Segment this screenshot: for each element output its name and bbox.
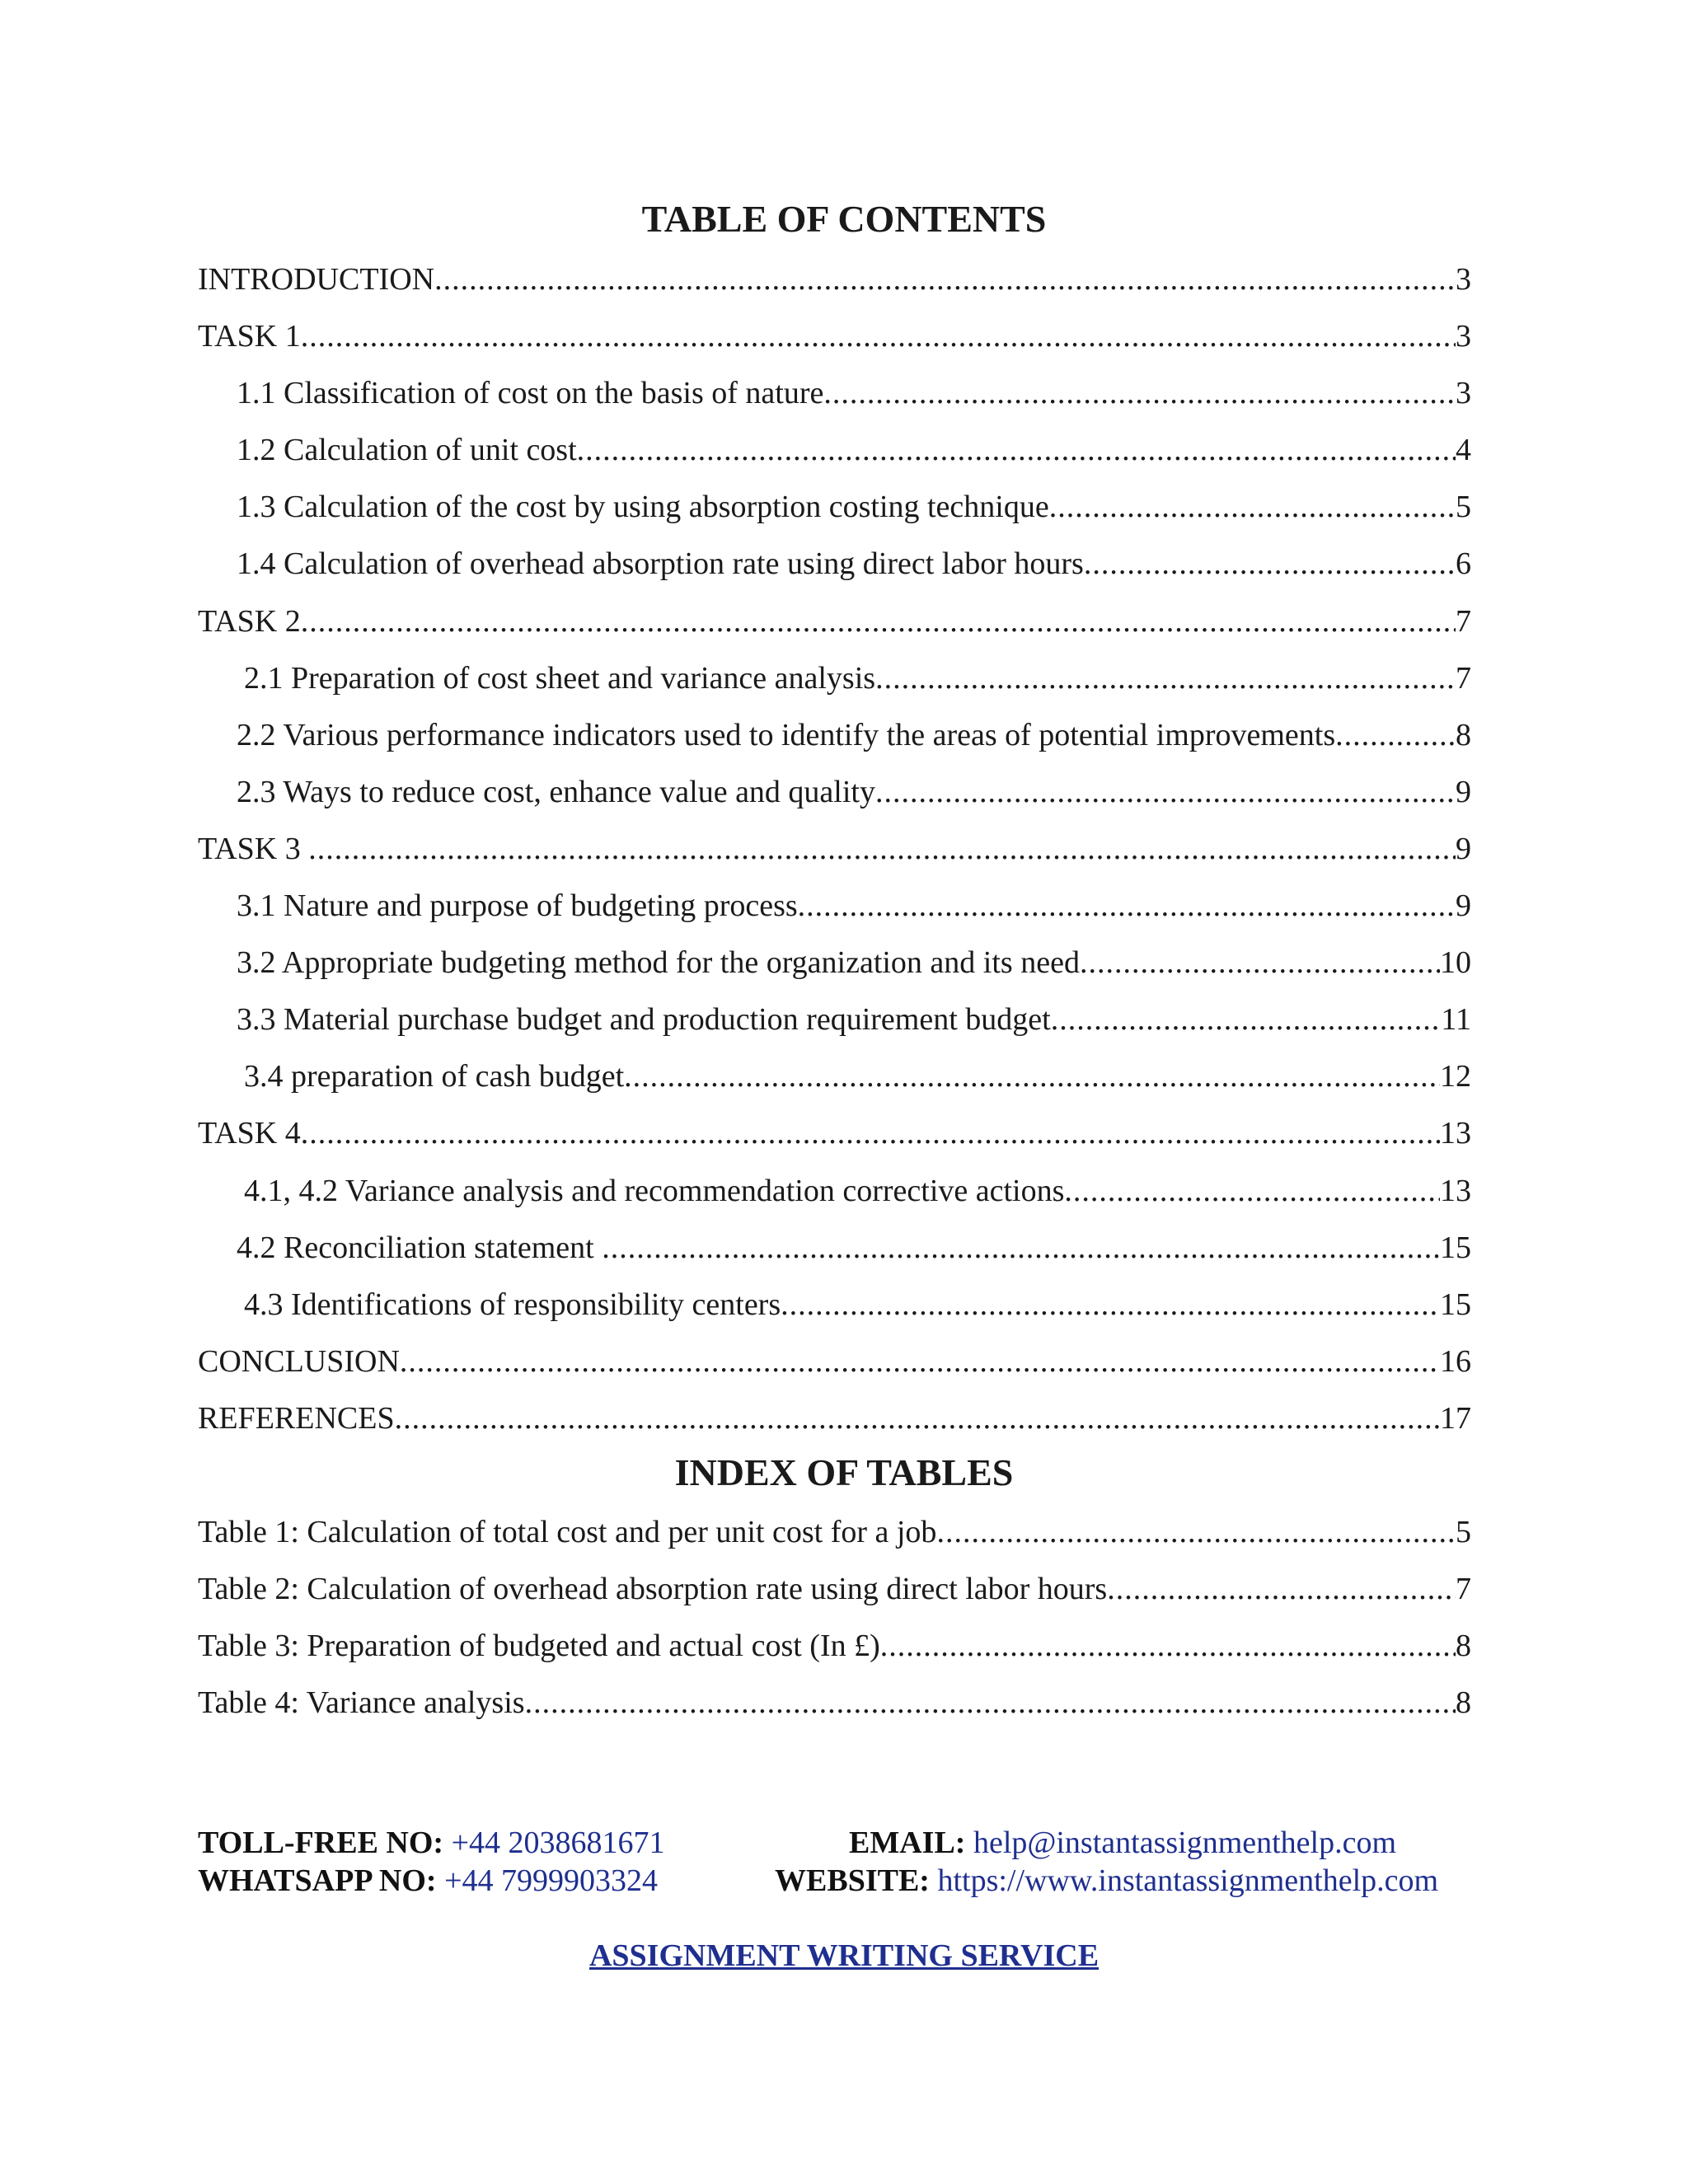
table-index-entry[interactable]	[198, 1513, 1471, 1570]
toc-entry-page: 9	[1456, 831, 1471, 866]
toc-entry-text: 4.2 Reconciliation statement	[237, 1230, 603, 1265]
toll-free-label: TOLL-FREE NO:	[198, 1825, 444, 1860]
toc-entry[interactable]	[198, 545, 1471, 602]
toc-entry-page: 7	[1456, 660, 1471, 696]
toc-entry-page: 9	[1456, 888, 1471, 924]
toc-entry-page: 5	[1456, 490, 1471, 525]
toc-entry[interactable]	[198, 1001, 1471, 1057]
dot-leader	[880, 1627, 1456, 1665]
toc-entry-page: 15	[1440, 1230, 1471, 1265]
website-line	[775, 1862, 1438, 1900]
dot-leader	[1107, 1570, 1456, 1608]
assignment-writing-service-link[interactable]: ASSIGNMENT WRITING SERVICE	[588, 1938, 1100, 1973]
toc-entry-text: CONCLUSION	[198, 1343, 400, 1379]
toc-entry-text: TASK 2	[198, 603, 301, 639]
toc-list	[198, 260, 1471, 1456]
dot-leader	[875, 773, 1456, 811]
dot-leader	[301, 317, 1456, 355]
website-label: WEBSITE:	[775, 1863, 930, 1898]
toc-entry[interactable]	[198, 830, 1471, 887]
email-line	[849, 1824, 1396, 1862]
table-index-entry-text: Table 2: Calculation of overhead absorption rate using direct labor hours	[198, 1572, 1108, 1606]
toc-entry[interactable]	[198, 1057, 1471, 1114]
email-link[interactable]: help@instantassignmenthelp.com	[973, 1825, 1397, 1860]
toc-entry-text: TASK 1	[198, 319, 301, 354]
toc-entry-page: 8	[1456, 717, 1471, 752]
toll-free-number[interactable]: +44 2038681671	[451, 1825, 665, 1860]
toc-entry[interactable]	[198, 374, 1471, 431]
toc-entry-page: 12	[1440, 1059, 1471, 1094]
table-index-entry-page: 8	[1456, 1629, 1471, 1663]
toc-entry-page: 11	[1441, 1002, 1471, 1038]
toc-entry-page: 13	[1440, 1173, 1471, 1208]
table-index-entry-text: Table 4: Variance analysis	[198, 1685, 525, 1720]
website-link[interactable]: https://www.instantassignmenthelp.com	[937, 1863, 1439, 1898]
toc-entry-page: 4	[1456, 433, 1471, 468]
toc-entry-text: 3.4 preparation of cash budget	[244, 1059, 625, 1094]
table-index-entry[interactable]	[198, 1570, 1471, 1627]
dot-leader	[577, 431, 1456, 469]
toc-entry-text: 2.3 Ways to reduce cost, enhance value and quality	[237, 774, 875, 809]
toc-entry-page: 3	[1456, 376, 1471, 411]
toc-entry-text: 1.4 Calculation of overhead absorption rate using direct labor hours	[237, 546, 1084, 582]
dot-leader	[798, 887, 1456, 925]
toc-entry[interactable]	[198, 317, 1471, 374]
dot-leader	[624, 1057, 1440, 1095]
table-index-entry-page: 5	[1456, 1515, 1471, 1549]
toc-entry-page: 17	[1440, 1400, 1471, 1436]
dot-leader	[781, 1286, 1440, 1324]
toc-entry[interactable]	[198, 488, 1471, 545]
dot-leader	[875, 659, 1456, 697]
toc-entry[interactable]	[198, 659, 1471, 716]
dot-leader	[400, 1343, 1440, 1380]
table-index-entry-page: 8	[1456, 1685, 1471, 1720]
toc-entry-text: INTRODUCTION	[198, 262, 435, 297]
whatsapp-number[interactable]: +44 7999903324	[444, 1863, 659, 1898]
toc-entry-page: 10	[1440, 945, 1471, 981]
toc-entry[interactable]	[198, 602, 1471, 659]
toc-entry[interactable]	[198, 944, 1471, 1001]
toc-entry-page: 7	[1456, 603, 1471, 639]
toc-entry-text: TASK 3	[198, 831, 309, 866]
toc-entry-text: 3.2 Appropriate budgeting method for the organization and its need	[237, 945, 1080, 981]
toc-entry[interactable]	[198, 887, 1471, 944]
toc-entry-page: 16	[1440, 1343, 1471, 1379]
email-label: EMAIL:	[849, 1825, 966, 1860]
toc-entry[interactable]	[198, 260, 1471, 317]
toc-entry[interactable]	[198, 1399, 1471, 1456]
table-index-entry[interactable]	[198, 1627, 1471, 1684]
toc-entry-page: 6	[1456, 546, 1471, 582]
toc-entry-text: 4.3 Identifications of responsibility centers	[244, 1286, 781, 1322]
toc-entry[interactable]	[198, 1229, 1471, 1286]
toc-entry-text: 4.1, 4.2 Variance analysis and recommendation corrective actions	[244, 1173, 1065, 1208]
dot-leader	[1084, 545, 1456, 583]
dot-leader	[395, 1399, 1440, 1437]
index-of-tables-list	[198, 1513, 1471, 1741]
table-index-entry[interactable]	[198, 1684, 1471, 1741]
toc-entry[interactable]	[198, 1172, 1471, 1229]
dot-leader	[301, 602, 1456, 640]
toc-entry-text: 1.3 Calculation of the cost by using absorption costing technique	[237, 490, 1049, 525]
dot-leader	[1064, 1172, 1440, 1210]
dot-leader	[1335, 716, 1456, 754]
toc-entry-text: 1.2 Calculation of unit cost	[237, 433, 577, 468]
dot-leader	[301, 1114, 1440, 1152]
table-index-entry-page: 7	[1456, 1572, 1471, 1606]
dot-leader	[434, 260, 1456, 298]
toc-entry-page: 3	[1456, 262, 1471, 297]
toc-entry-page: 15	[1440, 1286, 1471, 1322]
dot-leader	[525, 1684, 1456, 1722]
toc-entry[interactable]	[198, 716, 1471, 773]
toc-entry-text: 2.1 Preparation of cost sheet and variance analysis	[244, 660, 876, 696]
dot-leader	[936, 1513, 1456, 1551]
toc-entry[interactable]	[198, 1343, 1471, 1399]
toc-entry-text: 1.1 Classification of cost on the basis of nature	[237, 376, 824, 411]
toc-entry-page: 9	[1456, 774, 1471, 809]
toc-entry-page: 13	[1440, 1116, 1471, 1151]
index-of-tables-title: INDEX OF TABLES	[674, 1451, 1014, 1493]
dot-leader	[602, 1229, 1440, 1267]
dot-leader	[1051, 1001, 1442, 1038]
toc-entry-text: 3.1 Nature and purpose of budgeting process	[237, 888, 798, 924]
dot-leader	[1080, 944, 1440, 982]
toc-entry[interactable]	[198, 431, 1471, 488]
table-index-entry-text: Table 3: Preparation of budgeted and actual cost (In £)	[198, 1629, 880, 1663]
dot-leader	[823, 374, 1456, 412]
dot-leader	[308, 830, 1456, 868]
toc-title: TABLE OF CONTENTS	[641, 198, 1047, 240]
toc-entry-text: REFERENCES	[198, 1400, 395, 1436]
toc-entry[interactable]	[198, 773, 1471, 830]
toc-entry-text: 3.3 Material purchase budget and production requirement budget	[237, 1002, 1051, 1038]
toc-entry[interactable]	[198, 1286, 1471, 1343]
toc-entry-page: 3	[1456, 319, 1471, 354]
toll-free-line	[198, 1824, 665, 1862]
whatsapp-label: WHATSAPP NO:	[198, 1863, 437, 1898]
toc-entry[interactable]	[198, 1114, 1471, 1171]
toc-entry-text: TASK 4	[198, 1116, 301, 1151]
whatsapp-line	[198, 1862, 658, 1900]
toc-entry-text: 2.2 Various performance indicators used to identify the areas of potential improvements	[237, 717, 1336, 752]
dot-leader	[1049, 488, 1456, 526]
table-index-entry-text: Table 1: Calculation of total cost and per unit cost for a job	[198, 1515, 937, 1549]
